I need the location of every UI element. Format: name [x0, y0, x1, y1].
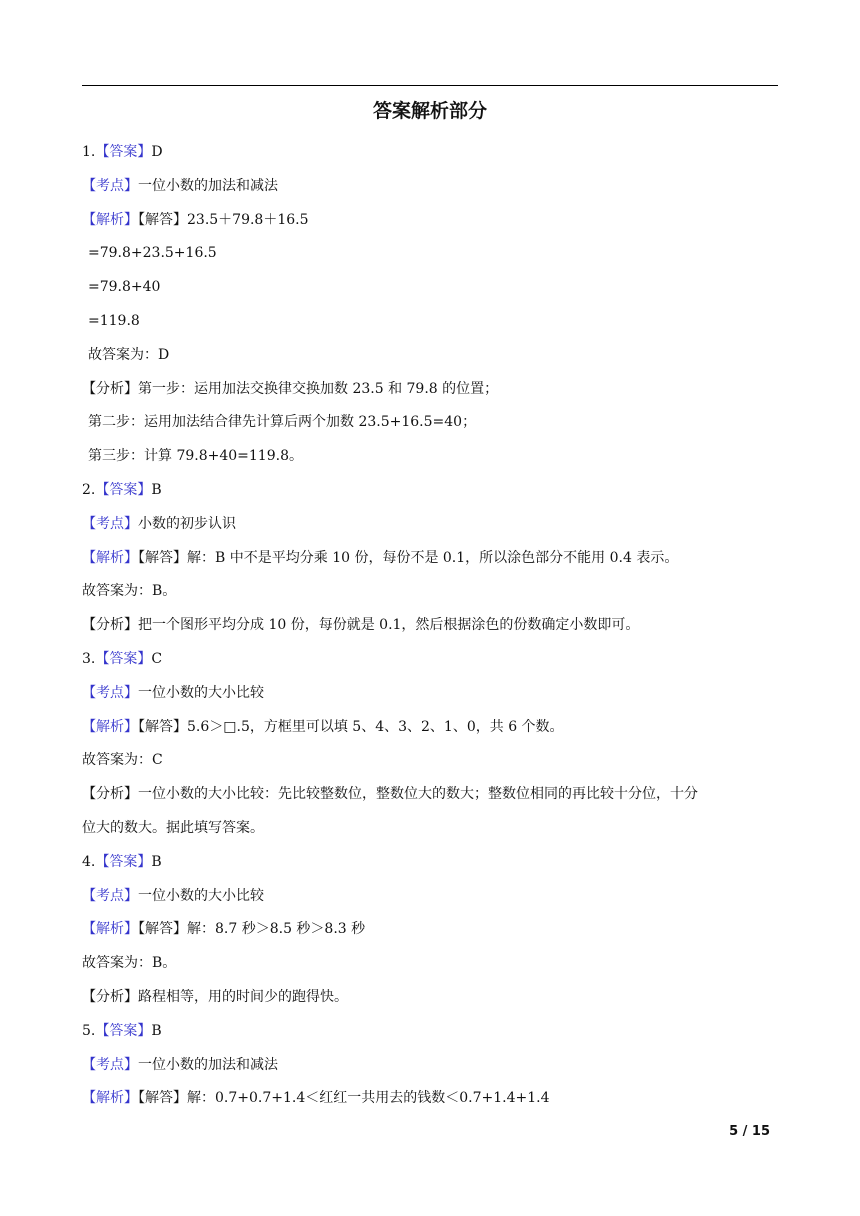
section-tag: 【答案】 — [95, 1022, 152, 1039]
line-text: 故答案为：D — [88, 346, 170, 363]
text-line — [82, 440, 782, 474]
text-line — [82, 305, 782, 339]
text-line — [82, 846, 782, 880]
line-text: B — [151, 1022, 162, 1039]
line-text: 【分析】路程相等，用的时间少的跑得快。 — [82, 988, 348, 1005]
text-line — [82, 812, 782, 846]
text-line — [82, 373, 782, 407]
question-number: 2. — [82, 481, 96, 498]
question-number: 3. — [82, 650, 96, 667]
line-text: 一位小数的大小比较 — [138, 887, 264, 904]
line-text: 【解答】解：0.7+0.7+1.4＜红红一共用去的钱数＜0.7+1.4+1.4 — [138, 1090, 550, 1107]
section-tag: 【解析】 — [82, 921, 138, 938]
line-text: 一位小数的加法和减法 — [138, 1056, 278, 1073]
text-line — [82, 711, 782, 745]
section-tag: 【解析】 — [82, 211, 138, 228]
line-text: =119.8 — [88, 312, 140, 329]
page-number: 5 / 15 — [729, 1124, 770, 1139]
line-text: 位大的数大。据此填写答案。 — [82, 819, 264, 836]
line-text: B — [151, 481, 162, 498]
line-text: 故答案为：C — [82, 752, 163, 769]
text-line — [82, 677, 782, 711]
section-tag: 【答案】 — [95, 481, 152, 498]
text-line — [82, 136, 782, 170]
text-line — [82, 204, 782, 238]
section-tag: 【答案】 — [95, 144, 152, 160]
text-line — [82, 778, 782, 812]
line-text: 【解答】解：B 中不是平均分乘 10 份，每份不是 0.1，所以涂色部分不能用 0.4 表示。 — [138, 549, 679, 566]
text-line — [82, 575, 782, 609]
section-tag: 【考点】 — [82, 177, 138, 194]
section-tag: 【考点】 — [82, 1056, 138, 1073]
line-text: =79.8+40 — [88, 279, 161, 296]
question-number: 5. — [82, 1022, 96, 1039]
line-text: 【解答】5.6＞□.5，方框里可以填 5、4、3、2、1、0，共 6 个数。 — [138, 718, 564, 735]
section-tag: 【考点】 — [82, 887, 138, 904]
question-number: 4. — [82, 853, 96, 870]
page-title: 答案解析部分 — [372, 100, 487, 122]
text-line — [82, 913, 782, 947]
text-line — [82, 542, 782, 576]
text-line — [82, 406, 782, 440]
text-line — [82, 981, 782, 1015]
section-tag: 【答案】 — [95, 853, 152, 870]
question-number: 1. — [82, 144, 96, 160]
line-text: C — [151, 650, 163, 667]
text-line — [82, 643, 782, 677]
text-line — [82, 1015, 782, 1049]
line-text: 故答案为：B。 — [82, 583, 177, 600]
line-text: 第二步：运用加法结合律先计算后两个加数 23.5+16.5=40； — [88, 414, 477, 431]
section-tag: 【解析】 — [82, 549, 138, 566]
text-line — [82, 237, 782, 271]
text-line — [82, 271, 782, 305]
text-line — [82, 170, 782, 204]
text-line — [82, 474, 782, 508]
line-text: 【分析】一位小数的大小比较：先比较整数位，整数位大的数大；整数位相同的再比较十分位，十分 — [82, 786, 698, 803]
line-text: 【分析】把一个图形平均分成 10 份，每份就是 0.1，然后根据涂色的份数确定小数即可。 — [82, 617, 640, 634]
line-text: 一位小数的大小比较 — [138, 684, 264, 701]
text-line — [82, 947, 782, 981]
line-text: =79.8+23.5+16.5 — [88, 245, 217, 262]
section-tag: 【解析】 — [82, 718, 138, 735]
line-text: 一位小数的加法和减法 — [138, 177, 278, 194]
line-text: B — [151, 853, 162, 870]
line-text: 【分析】第一步：运用加法交换律交换加数 23.5 和 79.8 的位置； — [82, 380, 499, 397]
line-text: 故答案为：B。 — [82, 955, 177, 972]
section-tag: 【解析】 — [82, 1090, 138, 1107]
line-text: 【解答】解：8.7 秒＞8.5 秒＞8.3 秒 — [138, 921, 366, 938]
text-line — [82, 744, 782, 778]
text-line — [82, 1049, 782, 1083]
section-tag: 【考点】 — [82, 684, 138, 701]
line-text: 小数的初步认识 — [138, 515, 236, 532]
section-tag: 【考点】 — [82, 515, 138, 532]
text-line — [82, 609, 782, 643]
line-text: 第三步：计算 79.8+40=119.8。 — [88, 448, 303, 465]
text-line — [82, 880, 782, 914]
line-text: D — [151, 144, 163, 160]
text-line — [82, 1082, 782, 1116]
answer-body — [82, 136, 782, 1116]
section-tag: 【答案】 — [95, 650, 152, 667]
header-rule — [82, 85, 778, 86]
text-line — [82, 508, 782, 542]
text-line — [82, 339, 782, 373]
line-text: 【解答】23.5＋79.8＋16.5 — [138, 211, 309, 228]
